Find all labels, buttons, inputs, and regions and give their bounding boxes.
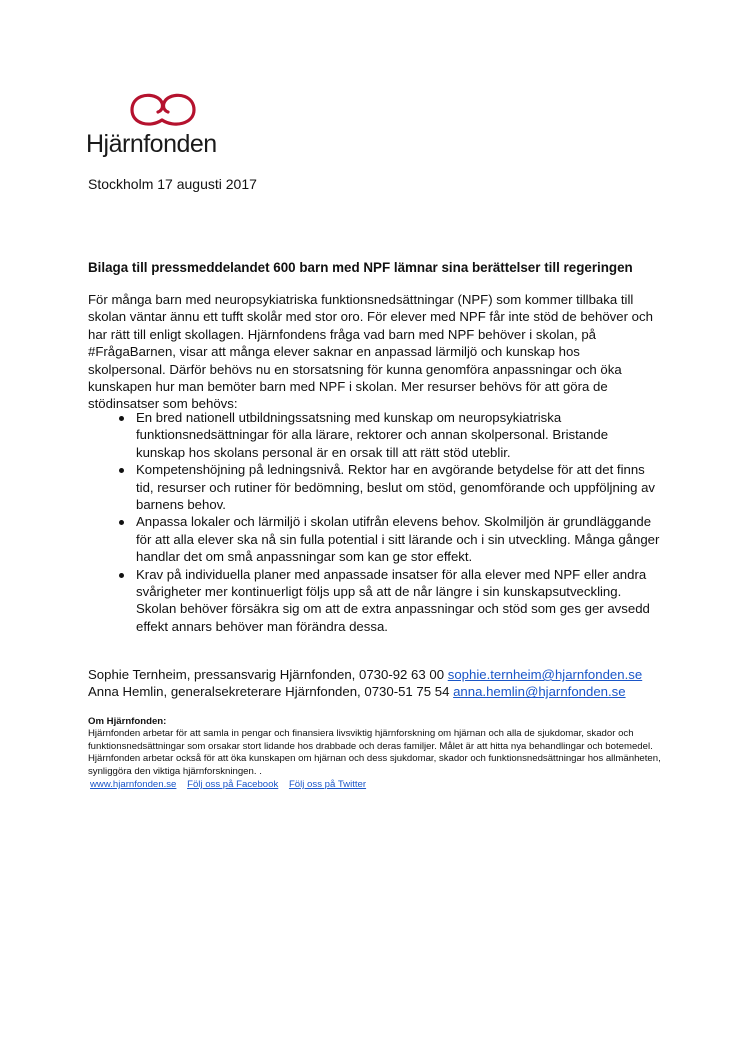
about-body: Hjärnfonden arbetar för att samla in pengar och finansiera livsviktig hjärnforskning om hjärnan och alla de sjukdomar, skador och funktionsnedsättningar som orsakar stort lidande hos drabbade och deras familjer. Målet är att hitta nya behandlingar och botemedel. Hjärnfonden arbetar också för att öka kunskapen om hjärnan och dess sjukdomar, skador och funktionsnedsättningar hos allmänheten, synliggöra den viktiga hjärnforskningen. . bbox=[88, 728, 661, 777]
logo-wordmark: Hjärnfonden bbox=[86, 130, 217, 158]
bullet-icon bbox=[119, 573, 124, 578]
bullet-list bbox=[88, 409, 660, 635]
intro-paragraph: För många barn med neuropsykiatriska funktionsnedsättningar (NPF) som kommer tillbaka till skolan väntar ännu ett tufft skolår med stor oro. För elever med NPF får inte stöd de behöver och har rätt till enligt skollagen. Hjärnfondens fråga vad barn med NPF behöver i skolan, på #FrågaBarnen, visar att många elever saknar en anpassad lärmiljö och kunskap hos skolpersonal. Därför behövs nu en storsatsning för kunna genomföra anpassningar och öka kunskapen hur man bemöter barn med NPF i skolan. Mer resurser behövs för att göra de stödinsatser som behövs: bbox=[88, 292, 653, 412]
facebook-link[interactable]: Följ oss på Facebook bbox=[187, 779, 279, 791]
about-title: Om Hjärnfonden: bbox=[88, 716, 167, 727]
twitter-link[interactable]: Följ oss på Twitter bbox=[288, 779, 367, 791]
contact-line: Sophie Ternheim, pressansvarig Hjärnfonden, 0730-92 63 00 sophie.ternheim@hjarnfonden.se bbox=[88, 667, 643, 682]
list-item: Kompetenshöjning på ledningsnivå. Rektor har en avgörande betydelse för att det finns tid, resurser och rutiner för bedömning, beslut om stöd, genomförande och uppföljning av barnens behov. bbox=[88, 461, 660, 513]
about-section bbox=[88, 716, 688, 791]
list-item: Anpassa lokaler och lärmiljö i skolan utifrån elevens behov. Skolmiljön är grundläggande för att alla elever ska nå sin fulla potential i sitt lärande och i sin utveckling. Många gånger handlar det om små anpassningar som kan ge stor effekt. bbox=[88, 513, 660, 565]
list-item: Krav på individuella planer med anpassade insatser för alla elever med NPF eller andra svårigheter mer kontinuerligt följs upp så att de når längre i sin kunskapsutveckling. Skolan behöver försäkra sig om att de extra anpassningar och stöd som ges ger avsedd effekt annars behöver man förändra dessa. bbox=[88, 566, 660, 636]
bullet-icon bbox=[119, 416, 124, 421]
contacts bbox=[88, 666, 642, 701]
dateline: Stockholm 17 augusti 2017 bbox=[88, 176, 257, 192]
contact-line: Anna Hemlin, generalsekreterare Hjärnfonden, 0730-51 75 54 anna.hemlin@hjarnfonden.se bbox=[88, 684, 626, 700]
contact-email-link[interactable]: anna.hemlin@hjarnfonden.se bbox=[453, 684, 626, 700]
brain-logo-icon bbox=[128, 88, 200, 132]
website-link[interactable]: www.hjarnfonden.se bbox=[90, 779, 177, 791]
logo bbox=[86, 88, 246, 162]
contact-email-link[interactable]: sophie.ternheim@hjarnfonden.se bbox=[447, 667, 643, 682]
document-title: Bilaga till pressmeddelandet 600 barn med NPF lämnar sina berättelser till regeringen bbox=[88, 260, 633, 275]
list-item: En bred nationell utbildningssatsning med kunskap om neuropsykiatriska funktionsnedsättningar för alla lärare, rektorer och annan skolpersonal. Bristande kunskap hos skolans personal är en orsak till att rätt stöd uteblir. bbox=[88, 409, 660, 461]
about-links bbox=[90, 779, 688, 791]
